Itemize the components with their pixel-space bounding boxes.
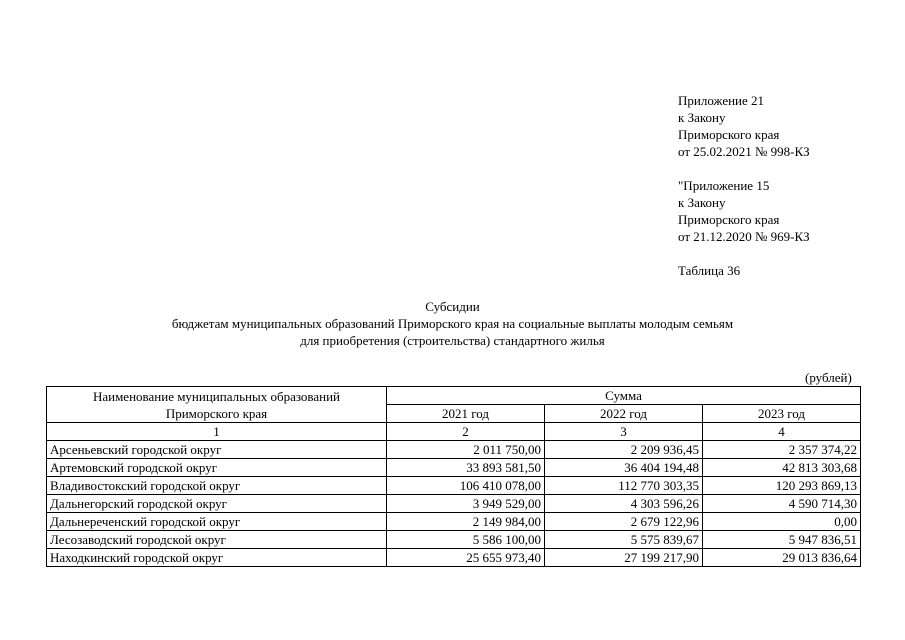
subsidy-table (46, 386, 861, 567)
header-name-line: Приморского края (165, 405, 268, 421)
column-number-row (47, 423, 861, 441)
appendix-block-current (678, 92, 810, 160)
header-year-2022: 2022 год (545, 405, 703, 423)
amount-2023: 5 947 836,51 (703, 531, 861, 549)
header-year-2021: 2021 год (387, 405, 545, 423)
header-name-line: Наименование муниципальных образований (92, 388, 341, 404)
title-line-1: Субсидии (425, 299, 480, 314)
amount-2021: 5 586 100,00 (387, 531, 545, 549)
table-row (47, 513, 861, 531)
document-title (0, 298, 905, 349)
column-number: 2 (387, 423, 545, 441)
appendix-line: от 21.12.2020 № 969-КЗ (678, 229, 810, 244)
appendix-block-previous (678, 177, 810, 245)
amount-2022: 4 303 596,26 (545, 495, 703, 513)
amount-2022: 27 199 217,90 (545, 549, 703, 567)
appendix-line: к Закону (678, 110, 726, 125)
table-row (47, 459, 861, 477)
amount-2021: 25 655 973,40 (387, 549, 545, 567)
unit-label: (рублей) (805, 370, 852, 385)
appendix-line: Приложение 21 (678, 93, 765, 108)
amount-2023: 29 013 836,64 (703, 549, 861, 567)
municipality-name: Владивостокский городской округ (47, 477, 387, 495)
amount-2023: 120 293 869,13 (703, 477, 861, 495)
amount-2023: 42 813 303,68 (703, 459, 861, 477)
appendix-line: Приморского края (678, 212, 780, 227)
title-line-3: для приобретения (строительства) стандартного жилья (300, 333, 605, 348)
appendix-line: "Приложение 15 (678, 178, 770, 193)
municipality-name: Дальнереченский городской округ (47, 513, 387, 531)
amount-2023: 4 590 714,30 (703, 495, 861, 513)
municipality-name: Лесозаводский городской округ (47, 531, 387, 549)
header-year-2023: 2023 год (703, 405, 861, 423)
amount-2022: 2 679 122,96 (545, 513, 703, 531)
table-row (47, 441, 861, 459)
table-row (47, 495, 861, 513)
table-number: Таблица 36 (678, 263, 741, 278)
column-number: 1 (47, 423, 387, 441)
amount-2021: 106 410 078,00 (387, 477, 545, 495)
municipality-name: Артемовский городской округ (47, 459, 387, 477)
amount-2021: 33 893 581,50 (387, 459, 545, 477)
column-number: 4 (703, 423, 861, 441)
amount-2021: 2 011 750,00 (387, 441, 545, 459)
header-sum: Сумма (387, 387, 861, 405)
appendix-line: от 25.02.2021 № 998-КЗ (678, 144, 810, 159)
amount-2022: 112 770 303,35 (545, 477, 703, 495)
title-line-2: бюджетам муниципальных образований Приморского края на социальные выплаты молодым семьям (171, 316, 734, 331)
municipality-name: Находкинский городской округ (47, 549, 387, 567)
municipality-name: Арсеньевский городской округ (47, 441, 387, 459)
amount-2023: 0,00 (703, 513, 861, 531)
table-row (47, 531, 861, 549)
amount-2021: 2 149 984,00 (387, 513, 545, 531)
header-name (47, 387, 387, 423)
appendix-line: Приморского края (678, 127, 780, 142)
amount-2022: 2 209 936,45 (545, 441, 703, 459)
table-row (47, 477, 861, 495)
amount-2022: 5 575 839,67 (545, 531, 703, 549)
amount-2021: 3 949 529,00 (387, 495, 545, 513)
municipality-name: Дальнегорский городской округ (47, 495, 387, 513)
appendix-line: к Закону (678, 195, 726, 210)
appendix-reference (678, 92, 810, 279)
table-header-row (47, 387, 861, 405)
column-number: 3 (545, 423, 703, 441)
amount-2023: 2 357 374,22 (703, 441, 861, 459)
table-row (47, 549, 861, 567)
amount-2022: 36 404 194,48 (545, 459, 703, 477)
